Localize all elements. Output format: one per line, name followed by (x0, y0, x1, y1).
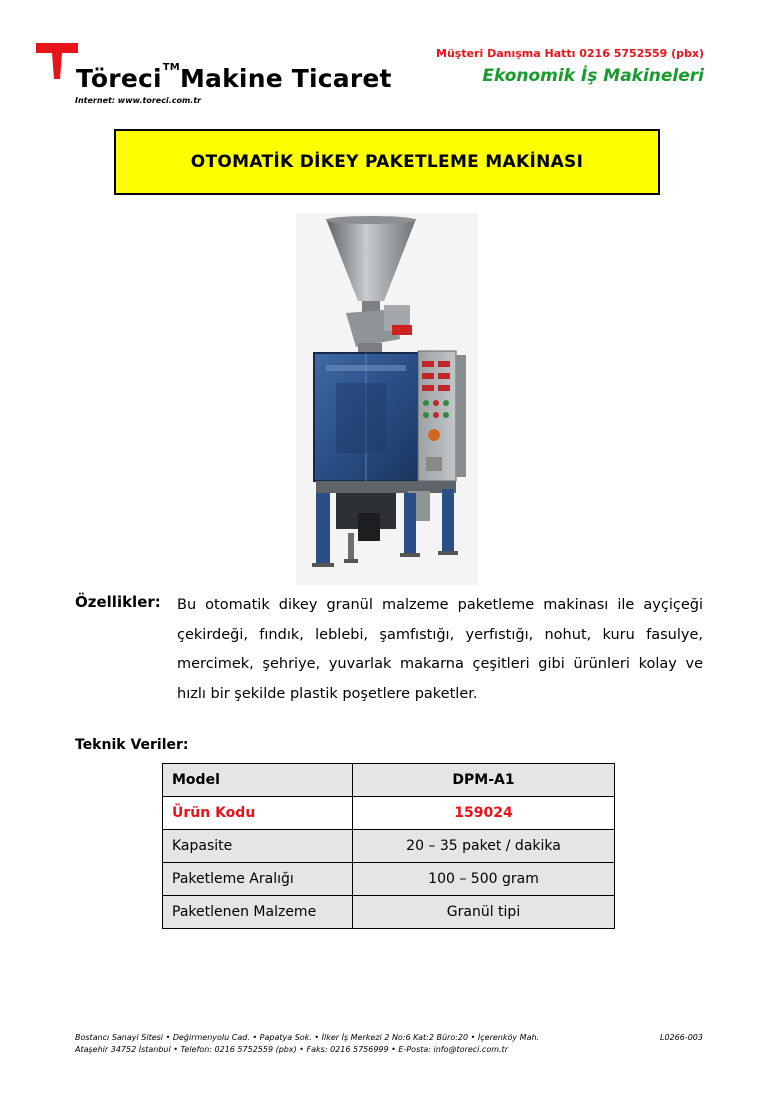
spec-value: 159024 (353, 797, 615, 830)
customer-hotline: Müşteri Danışma Hattı 0216 5752559 (pbx) (436, 47, 704, 60)
spec-key: Model (163, 764, 353, 797)
spec-value: 20 – 35 paket / dakika (353, 830, 615, 863)
footer-address: Bostancı Sanayi Sitesi • Değirmenyolu Cad. • Papatya Sok. • İlker İş Merkezi 2 No:6 Kat:2 Büro:20 • İçerenköy Mah. (75, 1033, 540, 1042)
spec-key: Paketlenen Malzeme (163, 896, 353, 929)
brand-name: Töreci (76, 64, 162, 93)
table-row (163, 896, 615, 929)
website-text[interactable]: Internet: www.toreci.com.tr (75, 96, 202, 105)
spec-key: Paketleme Aralığı (163, 863, 353, 896)
spec-value: 100 – 500 gram (353, 863, 615, 896)
footer-contact: Ataşehir 34752 İstanbul • Telefon: 0216 5752559 (pbx) • Faks: 0216 5756999 • E-Posta: info@toreci.com.tr (75, 1045, 508, 1054)
brand-title (76, 61, 392, 93)
machine-image (296, 213, 478, 585)
table-row (163, 863, 615, 896)
page-title: OTOMATİK DİKEY PAKETLEME MAKİNASI (190, 152, 584, 172)
features-label: Özellikler: (75, 593, 161, 611)
tech-data-label: Teknik Veriler: (75, 737, 189, 753)
spec-value: DPM-A1 (353, 764, 615, 797)
table-row (163, 830, 615, 863)
features-description: Bu otomatik dikey granül malzeme paketleme makinası ile ayçiçeği çekirdeği, fındık, leblebi, şamfıstığı, yerfıstığı, nohut, kuru fasulye, mercimek, şehriye, yuvarlak makarna çeşitleri gibi ürünleri kolay ve hızlı bir şekilde plastik poşetlere paketler. (177, 597, 703, 702)
spec-key: Kapasite (163, 830, 353, 863)
title-box (114, 129, 660, 195)
slogan-text: Ekonomik İş Makineleri (482, 66, 704, 86)
table-row (163, 764, 615, 797)
trademark-mark: TM (162, 61, 180, 73)
toreci-logo-icon (36, 43, 78, 81)
spec-key: Ürün Kodu (163, 797, 353, 830)
brand-subtitle: Makine Ticaret (179, 64, 392, 93)
spec-value: Granül tipi (353, 896, 615, 929)
table-row (163, 797, 615, 830)
document-number: L0266-003 (660, 1033, 703, 1042)
spec-table (162, 763, 615, 929)
